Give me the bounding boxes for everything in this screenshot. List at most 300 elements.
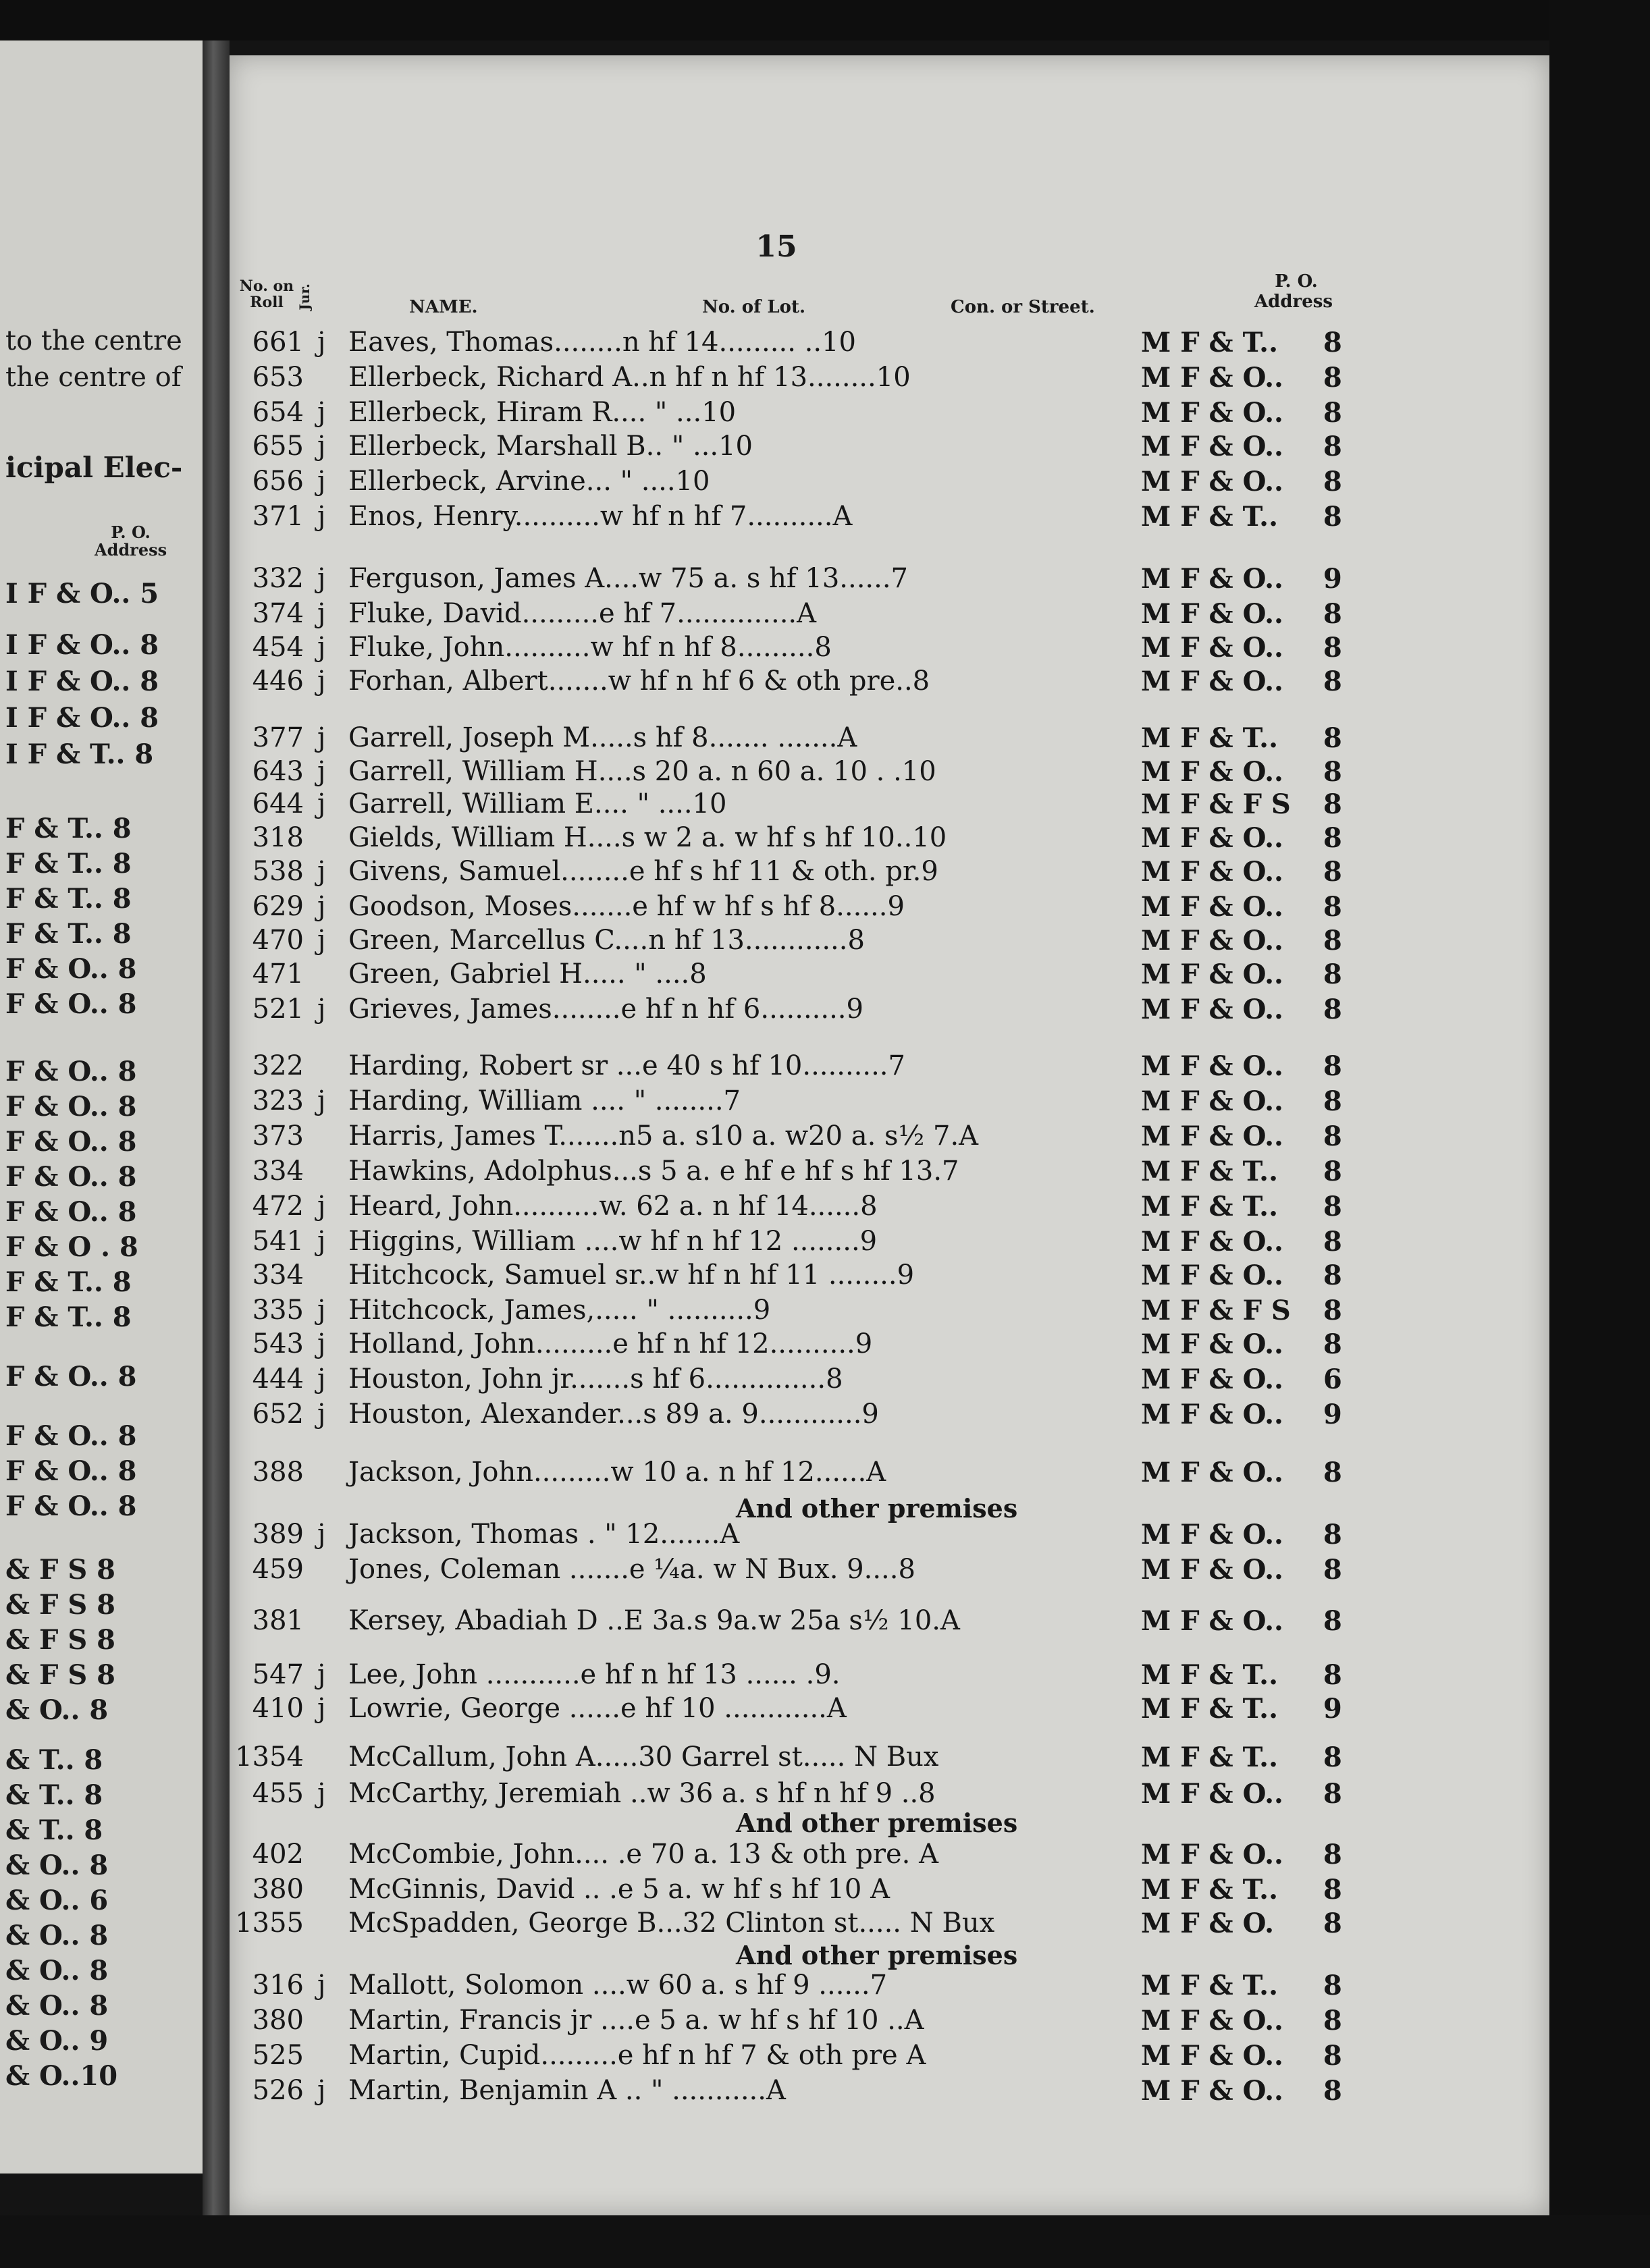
- roll-number: 541: [252, 1226, 304, 1257]
- roll-number: 323: [252, 1085, 304, 1116]
- post-office-address: M F & O..: [1141, 1457, 1283, 1488]
- entry-text: Hitchcock, Samuel sr..w hf n hf 11 ........9: [348, 1260, 915, 1291]
- post-office-address: M F & O..: [1141, 598, 1283, 630]
- roll-number: 377: [252, 722, 304, 753]
- left-address-row: F & O.. 8: [5, 988, 137, 1020]
- table-row: [0, 1742, 1650, 1774]
- post-office-address: M F & O..: [1141, 756, 1283, 788]
- roll-number: 318: [252, 822, 304, 853]
- roll-number: 381: [252, 1605, 304, 1636]
- district-number: 8: [1323, 1085, 1342, 1117]
- entry-text: Houston, John jr.......s hf 6..............8: [348, 1364, 843, 1395]
- jury-mark: j: [317, 598, 326, 629]
- post-office-address: M F & O..: [1141, 397, 1283, 429]
- roll-number: 652: [252, 1399, 304, 1430]
- post-office-address: M F & O..: [1141, 1328, 1283, 1360]
- header-roll: No. on Roll: [239, 277, 294, 311]
- left-address-row: & O.. 8: [5, 1694, 109, 1726]
- roll-number: 335: [252, 1295, 304, 1326]
- district-number: 8: [1323, 327, 1342, 358]
- roll-number: 644: [252, 788, 304, 819]
- roll-number: 1354: [235, 1742, 304, 1773]
- jury-mark: j: [317, 1085, 326, 1116]
- district-number: 8: [1323, 1519, 1342, 1550]
- entry-text: Harris, James T.......n5 a. s10 a. w20 a. s½ 7.A: [348, 1120, 979, 1152]
- left-address-row: F & T.. 8: [5, 883, 132, 915]
- jury-mark: j: [317, 925, 326, 956]
- entry-text: Houston, Alexander...s 89 a. 9............9: [348, 1399, 879, 1430]
- district-number: 8: [1323, 1742, 1342, 1773]
- table-row: [0, 1605, 1650, 1638]
- post-office-address: M F & O..: [1141, 1050, 1283, 1082]
- jury-mark: j: [317, 1519, 326, 1550]
- left-address-row: & O..10: [5, 2060, 118, 2092]
- table-row: [0, 1778, 1650, 1810]
- post-office-address: M F & O..: [1141, 666, 1283, 697]
- district-number: 8: [1323, 1226, 1342, 1258]
- left-address-row: F & T.. 8: [5, 1301, 132, 1333]
- post-office-address: M F & O..: [1141, 362, 1283, 394]
- left-address-row: & F S 8: [5, 1554, 116, 1586]
- district-number: 8: [1323, 856, 1342, 888]
- roll-number: 380: [252, 1874, 304, 1905]
- entry-text: Green, Marcellus C....n hf 13............8: [348, 925, 865, 956]
- roll-number: 643: [252, 756, 304, 787]
- post-office-address: M F & O..: [1141, 1554, 1283, 1586]
- jury-mark: j: [317, 1364, 326, 1395]
- entry-text: Jackson, Thomas . " 12.......A: [348, 1519, 740, 1550]
- jury-mark: j: [317, 431, 326, 462]
- header-jur: Jur.: [296, 284, 313, 310]
- entry-text: Harding, William .... " ........7: [348, 1085, 741, 1116]
- table-row: [0, 1874, 1650, 1906]
- district-number: 8: [1323, 1659, 1342, 1691]
- jury-mark: j: [317, 563, 326, 594]
- post-office-address: M F & O..: [1141, 1260, 1283, 1291]
- roll-number: 470: [252, 925, 304, 956]
- left-address-row: F & O . 8: [5, 1231, 138, 1263]
- header-name: NAME.: [409, 297, 478, 317]
- post-office-address: M F & O..: [1141, 1839, 1283, 1870]
- table-row: [0, 1839, 1650, 1871]
- district-number: 8: [1323, 756, 1342, 788]
- entry-text: Ellerbeck, Arvine... " ....10: [348, 466, 710, 497]
- entry-text: Garrell, Joseph M.....s hf 8....... .......A: [348, 722, 857, 753]
- district-number: 8: [1323, 1970, 1342, 2001]
- left-address-row: & F S 8: [5, 1624, 116, 1656]
- roll-number: 389: [252, 1519, 304, 1550]
- entry-text: McCombie, John.... .e 70 a. 13 & oth pre. A: [348, 1839, 938, 1870]
- entry-text: Green, Gabriel H..... " ....8: [348, 959, 707, 990]
- district-number: 8: [1323, 1778, 1342, 1810]
- table-row: [0, 959, 1650, 991]
- post-office-address: M F & O..: [1141, 2040, 1283, 2072]
- jury-mark: j: [317, 722, 326, 753]
- table-row: [0, 856, 1650, 888]
- district-number: 8: [1323, 822, 1342, 854]
- post-office-address: M F & O..: [1141, 1364, 1283, 1395]
- entry-text: Ferguson, James A....w 75 a. s hf 13......7: [348, 563, 909, 594]
- note-other-premises: And other premises: [736, 1940, 1018, 1970]
- table-row: [0, 994, 1650, 1026]
- roll-number: 410: [252, 1693, 304, 1724]
- left-address-row: & T.. 8: [5, 1779, 103, 1811]
- roll-number: 388: [252, 1457, 304, 1488]
- note-other-premises: And other premises: [736, 1808, 1018, 1838]
- table-row: [0, 397, 1650, 429]
- left-address-row: & F S 8: [5, 1659, 116, 1691]
- district-number: 8: [1323, 1328, 1342, 1360]
- post-office-address: M F & O..: [1141, 1605, 1283, 1637]
- table-row: [0, 1120, 1650, 1153]
- entry-text: Enos, Henry..........w hf n hf 7..........A: [348, 501, 853, 532]
- table-row: [0, 1693, 1650, 1725]
- table-row: [0, 327, 1650, 359]
- district-number: 8: [1323, 788, 1342, 820]
- entry-text: Harding, Robert sr ...e 40 s hf 10..........7: [348, 1050, 905, 1081]
- jury-mark: j: [317, 327, 326, 358]
- jury-mark: j: [317, 397, 326, 428]
- table-row: [0, 666, 1650, 698]
- entry-text: Forhan, Albert.......w hf n hf 6 & oth pre..8: [348, 666, 930, 697]
- table-row: [0, 2005, 1650, 2037]
- post-office-address: M F & O..: [1141, 1226, 1283, 1258]
- district-number: 8: [1323, 1050, 1342, 1082]
- roll-number: 444: [252, 1364, 304, 1395]
- jury-mark: j: [317, 788, 326, 819]
- district-number: 8: [1323, 598, 1342, 630]
- post-office-address: M F & O..: [1141, 466, 1283, 497]
- roll-number: 521: [252, 994, 304, 1025]
- left-address-row: I F & O.. 5: [5, 578, 159, 610]
- post-office-address: M F & O..: [1141, 563, 1283, 595]
- post-office-address: M F & T..: [1141, 1874, 1279, 1906]
- post-office-address: M F & O..: [1141, 1399, 1283, 1430]
- entry-text: Grieves, James........e hf n hf 6..........9: [348, 994, 863, 1025]
- entry-text: Heard, John..........w. 62 a. n hf 14......8: [348, 1191, 878, 1222]
- district-number: 8: [1323, 397, 1342, 429]
- table-row: [0, 891, 1650, 923]
- left-address-row: F & O.. 8: [5, 1455, 137, 1487]
- entry-text: Lee, John ...........e hf n hf 13 ...... .9.: [348, 1659, 841, 1690]
- roll-number: 455: [252, 1778, 304, 1809]
- roll-number: 402: [252, 1839, 304, 1870]
- district-number: 8: [1323, 2075, 1342, 2107]
- district-number: 6: [1323, 1364, 1342, 1395]
- entry-text: Martin, Cupid.........e hf n hf 7 & oth pre A: [348, 2040, 926, 2071]
- left-address-row: F & O.. 8: [5, 1161, 137, 1193]
- post-office-address: M F & O..: [1141, 856, 1283, 888]
- entry-text: Garrell, William H....s 20 a. n 60 a. 10 . .10: [348, 756, 936, 787]
- jury-mark: j: [317, 1328, 326, 1359]
- entry-text: Kersey, Abadiah D ..E 3a.s 9a.w 25a s½ 10.A: [348, 1605, 960, 1636]
- entry-text: Martin, Benjamin A .. " ...........A: [348, 2075, 786, 2106]
- post-office-address: M F & T..: [1141, 1659, 1279, 1691]
- left-address-row: F & O.. 8: [5, 1490, 137, 1522]
- table-row: [0, 822, 1650, 855]
- left-section-heading: icipal Elec-: [5, 451, 183, 484]
- entry-text: Ellerbeck, Hiram R.... " ...10: [348, 397, 737, 428]
- district-number: 8: [1323, 1260, 1342, 1291]
- header-po: P. O.: [1275, 271, 1318, 292]
- left-address-row: & O.. 9: [5, 2025, 109, 2057]
- entry-text: Martin, Francis jr ....e 5 a. w hf s hf 10 ..A: [348, 2005, 924, 2036]
- entry-text: Higgins, William ....w hf n hf 12 ........9: [348, 1226, 878, 1257]
- post-office-address: M F & T..: [1141, 1191, 1279, 1222]
- left-address-row: F & T.. 8: [5, 848, 132, 880]
- entry-text: Eaves, Thomas........n hf 14......... ..10: [348, 327, 856, 358]
- table-row: [0, 1295, 1650, 1327]
- district-number: 8: [1323, 1120, 1342, 1152]
- left-address-row: F & T.. 8: [5, 918, 132, 950]
- table-row: [0, 1399, 1650, 1431]
- roll-number: 538: [252, 856, 304, 887]
- jury-mark: j: [317, 994, 326, 1025]
- district-number: 8: [1323, 1156, 1342, 1187]
- left-address-row: & F S 8: [5, 1589, 116, 1621]
- district-number: 8: [1323, 1295, 1342, 1326]
- district-number: 8: [1323, 1605, 1342, 1637]
- post-office-address: M F & O..: [1141, 994, 1283, 1025]
- entry-text: Hitchcock, James,..... " ..........9: [348, 1295, 771, 1326]
- table-row: [0, 788, 1650, 821]
- roll-number: 332: [252, 563, 304, 594]
- left-fragment-line-2: the centre of: [5, 362, 182, 393]
- district-number: 8: [1323, 925, 1342, 956]
- table-row: [0, 722, 1650, 755]
- jury-mark: j: [317, 1693, 326, 1724]
- entry-text: Lowrie, George ......e hf 10 ............A: [348, 1693, 847, 1724]
- post-office-address: M F & O..: [1141, 2005, 1283, 2036]
- page-number: 15: [755, 230, 797, 264]
- table-row: [0, 1260, 1650, 1292]
- table-row: [0, 1085, 1650, 1118]
- district-number: 8: [1323, 1554, 1342, 1586]
- table-row: [0, 1156, 1650, 1188]
- left-address-row: F & O.. 8: [5, 1420, 137, 1452]
- jury-mark: j: [317, 891, 326, 922]
- left-address-row: F & T.. 8: [5, 1266, 132, 1298]
- left-address-row: & O.. 8: [5, 1850, 109, 1881]
- left-address-row: & T.. 8: [5, 1744, 103, 1776]
- post-office-address: M F & O.: [1141, 1908, 1274, 1939]
- table-row: [0, 1328, 1650, 1361]
- roll-number: 655: [252, 431, 304, 462]
- roll-number: 316: [252, 1970, 304, 2001]
- table-row: [0, 1191, 1650, 1223]
- entry-text: Jones, Coleman .......e ¼a. w N Bux. 9....8: [348, 1554, 915, 1585]
- left-address-row: & O.. 8: [5, 1920, 109, 1951]
- left-address-row: F & O.. 8: [5, 1056, 137, 1087]
- left-po-label: P. O.: [111, 522, 151, 542]
- entry-text: Hawkins, Adolphus...s 5 a. e hf e hf s hf 13.7: [348, 1156, 959, 1187]
- district-number: 8: [1323, 994, 1342, 1025]
- roll-number: 446: [252, 666, 304, 697]
- table-row: [0, 2040, 1650, 2072]
- left-address-label: Address: [95, 540, 167, 560]
- district-number: 9: [1323, 1693, 1342, 1725]
- roll-number: 334: [252, 1156, 304, 1187]
- district-number: 8: [1323, 1457, 1342, 1488]
- post-office-address: M F & O..: [1141, 891, 1283, 923]
- post-office-address: M F & O..: [1141, 1085, 1283, 1117]
- table-row: [0, 563, 1650, 595]
- post-office-address: M F & O..: [1141, 959, 1283, 990]
- post-office-address: M F & T..: [1141, 327, 1279, 358]
- left-address-row: & O.. 6: [5, 1885, 109, 1916]
- left-address-row: I F & T.. 8: [5, 738, 154, 770]
- table-row: [0, 1970, 1650, 2002]
- entry-text: Givens, Samuel........e hf s hf 11 & oth. pr.9: [348, 856, 938, 887]
- district-number: 8: [1323, 1191, 1342, 1222]
- entry-text: Goodson, Moses.......e hf w hf s hf 8......9: [348, 891, 905, 922]
- table-row: [0, 2075, 1650, 2107]
- note-other-premises: And other premises: [736, 1493, 1018, 1523]
- district-number: 8: [1323, 1908, 1342, 1939]
- roll-number: 543: [252, 1328, 304, 1359]
- post-office-address: M F & T..: [1141, 1693, 1279, 1725]
- district-number: 8: [1323, 1874, 1342, 1906]
- jury-mark: j: [317, 1191, 326, 1222]
- entry-text: Jackson, John.........w 10 a. n hf 12......A: [348, 1457, 886, 1488]
- jury-mark: j: [317, 666, 326, 697]
- table-row: [0, 1226, 1650, 1258]
- table-row: [0, 1050, 1650, 1083]
- entry-text: Garrell, William E.... " ....10: [348, 788, 727, 819]
- entry-text: McGinnis, David .. .e 5 a. w hf s hf 10 A: [348, 1874, 890, 1905]
- jury-mark: j: [317, 501, 326, 532]
- left-address-row: F & O.. 8: [5, 1196, 137, 1228]
- header-con-street: Con. or Street.: [951, 297, 1095, 317]
- roll-number: 654: [252, 397, 304, 428]
- table-row: [0, 431, 1650, 463]
- left-address-row: I F & O.. 8: [5, 629, 159, 661]
- left-address-row: I F & O.. 8: [5, 666, 159, 697]
- entry-text: Holland, John.........e hf n hf 12..........9: [348, 1328, 873, 1359]
- post-office-address: M F & T..: [1141, 1156, 1279, 1187]
- jury-mark: j: [317, 1399, 326, 1430]
- jury-mark: j: [317, 856, 326, 887]
- left-address-row: F & O.. 8: [5, 953, 137, 985]
- table-row: [0, 1659, 1650, 1692]
- district-number: 8: [1323, 632, 1342, 664]
- left-address-row: F & O.. 8: [5, 1361, 137, 1393]
- table-row: [0, 1519, 1650, 1551]
- left-address-row: & O.. 8: [5, 1955, 109, 1987]
- entry-text: Ellerbeck, Marshall B.. " ...10: [348, 431, 753, 462]
- district-number: 8: [1323, 891, 1342, 923]
- jury-mark: j: [317, 466, 326, 497]
- table-row: [0, 632, 1650, 664]
- jury-mark: j: [317, 1970, 326, 2001]
- post-office-address: M F & O..: [1141, 632, 1283, 664]
- district-number: 8: [1323, 722, 1342, 754]
- roll-number: 374: [252, 598, 304, 629]
- entry-text: McCarthy, Jeremiah ..w 36 a. s hf n hf 9 ..8: [348, 1778, 936, 1809]
- roll-number: 373: [252, 1120, 304, 1152]
- post-office-address: M F & O..: [1141, 2075, 1283, 2107]
- entry-text: Ellerbeck, Richard A..n hf n hf 13........10: [348, 362, 911, 393]
- entry-text: McCallum, John A.....30 Garrel st..... N Bux: [348, 1742, 939, 1773]
- table-row: [0, 925, 1650, 957]
- post-office-address: M F & T..: [1141, 1970, 1279, 2001]
- district-number: 8: [1323, 362, 1342, 394]
- roll-number: 380: [252, 2005, 304, 2036]
- left-address-row: F & O.. 8: [5, 1126, 137, 1158]
- post-office-address: M F & T..: [1141, 722, 1279, 754]
- roll-number: 653: [252, 362, 304, 393]
- post-office-address: M F & O..: [1141, 1778, 1283, 1810]
- left-address-row: F & O.. 8: [5, 1091, 137, 1123]
- jury-mark: j: [317, 1778, 326, 1809]
- jury-mark: j: [317, 632, 326, 663]
- post-office-address: M F & O..: [1141, 1519, 1283, 1550]
- district-number: 9: [1323, 1399, 1342, 1430]
- roll-number: 661: [252, 327, 304, 358]
- table-row: [0, 1364, 1650, 1396]
- post-office-address: M F & T..: [1141, 501, 1279, 533]
- district-number: 8: [1323, 1839, 1342, 1870]
- table-row: [0, 362, 1650, 394]
- jury-mark: j: [317, 2075, 326, 2106]
- jury-mark: j: [317, 1226, 326, 1257]
- post-office-address: M F & F S: [1141, 788, 1291, 820]
- district-number: 8: [1323, 501, 1342, 533]
- district-number: 8: [1323, 2005, 1342, 2036]
- post-office-address: M F & F S: [1141, 1295, 1291, 1326]
- header-lot: No. of Lot.: [702, 297, 806, 317]
- table-row: [0, 598, 1650, 630]
- table-row: [0, 466, 1650, 498]
- roll-number: 629: [252, 891, 304, 922]
- roll-number: 454: [252, 632, 304, 663]
- left-address-row: F & T.. 8: [5, 813, 132, 844]
- district-number: 8: [1323, 666, 1342, 697]
- roll-number: 334: [252, 1260, 304, 1291]
- roll-number: 459: [252, 1554, 304, 1585]
- left-address-row: & T.. 8: [5, 1814, 103, 1846]
- post-office-address: M F & O..: [1141, 1120, 1283, 1152]
- entry-text: Fluke, John..........w hf n hf 8.........8: [348, 632, 832, 663]
- post-office-address: M F & O..: [1141, 822, 1283, 854]
- post-office-address: M F & T..: [1141, 1742, 1279, 1773]
- roll-number: 322: [252, 1050, 304, 1081]
- roll-number: 471: [252, 959, 304, 990]
- entry-text: Gields, William H....s w 2 a. w hf s hf 10..10: [348, 822, 947, 853]
- entry-text: Mallott, Solomon ....w 60 a. s hf 9 ......7: [348, 1970, 888, 2001]
- table-row: [0, 1457, 1650, 1489]
- left-fragment-line-1: to the centre: [5, 325, 182, 356]
- roll-number: 1355: [235, 1908, 304, 1939]
- district-number: 8: [1323, 431, 1342, 462]
- left-address-row: & O.. 8: [5, 1990, 109, 2022]
- roll-number: 525: [252, 2040, 304, 2071]
- table-row: [0, 1908, 1650, 1940]
- roll-number: 547: [252, 1659, 304, 1690]
- jury-mark: j: [317, 1295, 326, 1326]
- district-number: 9: [1323, 563, 1342, 595]
- header-address: Address: [1254, 292, 1333, 312]
- roll-number: 656: [252, 466, 304, 497]
- roll-number: 526: [252, 2075, 304, 2106]
- roll-number: 472: [252, 1191, 304, 1222]
- district-number: 8: [1323, 959, 1342, 990]
- entry-text: Fluke, David.........e hf 7..............A: [348, 598, 817, 629]
- post-office-address: M F & O..: [1141, 925, 1283, 956]
- table-row: [0, 756, 1650, 788]
- jury-mark: j: [317, 756, 326, 787]
- table-row: [0, 501, 1650, 533]
